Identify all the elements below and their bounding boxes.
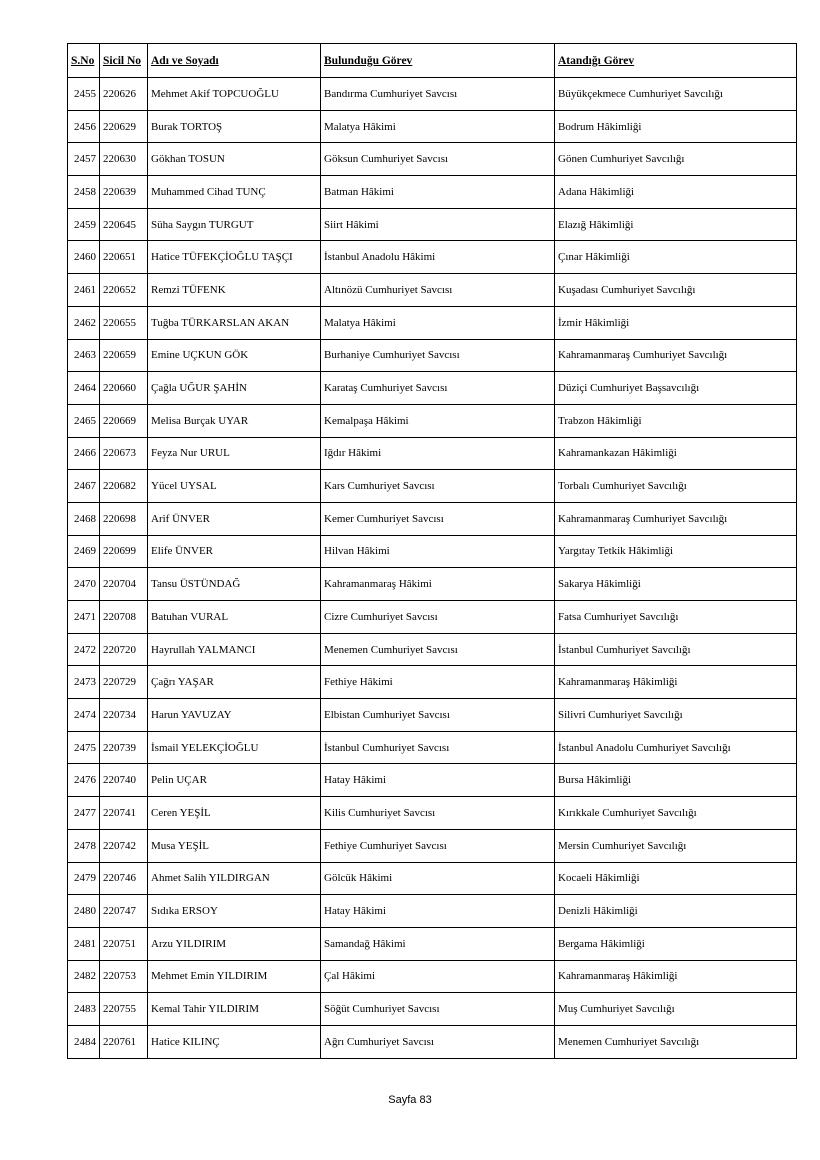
cell-sicil-no: 220753 — [100, 960, 148, 993]
cell-name: Mehmet Akif TOPCUOĞLU — [148, 78, 321, 111]
cell-name: Emine UÇKUN GÖK — [148, 339, 321, 372]
cell-sicil-no: 220739 — [100, 731, 148, 764]
cell-current-post: Kars Cumhuriyet Savcısı — [321, 470, 555, 503]
cell-sno: 2475 — [68, 731, 100, 764]
cell-assigned-post: Gönen Cumhuriyet Savcılığı — [555, 143, 797, 176]
cell-assigned-post: Bodrum Hâkimliği — [555, 110, 797, 143]
cell-sno: 2478 — [68, 829, 100, 862]
table-body — [68, 78, 797, 1059]
table-row — [68, 568, 797, 601]
table-row — [68, 731, 797, 764]
page-number: Sayfa 83 — [388, 1094, 432, 1106]
header-name: Adı ve Soyadı — [148, 44, 321, 78]
cell-name: Yücel UYSAL — [148, 470, 321, 503]
cell-name: Harun YAVUZAY — [148, 699, 321, 732]
cell-assigned-post: İzmir Hâkimliği — [555, 306, 797, 339]
table-row — [68, 372, 797, 405]
cell-name: Remzi TÜFENK — [148, 274, 321, 307]
cell-name: Çağrı YAŞAR — [148, 666, 321, 699]
cell-sicil-no: 220669 — [100, 404, 148, 437]
cell-current-post: Siirt Hâkimi — [321, 208, 555, 241]
cell-sicil-no: 220708 — [100, 601, 148, 634]
cell-assigned-post: Muş Cumhuriyet Savcılığı — [555, 993, 797, 1026]
table-row — [68, 797, 797, 830]
cell-assigned-post: Kahramanmaraş Hâkimliği — [555, 960, 797, 993]
cell-sicil-no: 220699 — [100, 535, 148, 568]
cell-name: Tansu ÜSTÜNDAĞ — [148, 568, 321, 601]
cell-current-post: Batman Hâkimi — [321, 176, 555, 209]
cell-assigned-post: Kahramanmaraş Cumhuriyet Savcılığı — [555, 339, 797, 372]
table-row — [68, 535, 797, 568]
cell-sicil-no: 220729 — [100, 666, 148, 699]
cell-sno: 2467 — [68, 470, 100, 503]
cell-sno: 2458 — [68, 176, 100, 209]
cell-sicil-no: 220741 — [100, 797, 148, 830]
cell-sicil-no: 220651 — [100, 241, 148, 274]
cell-sicil-no: 220755 — [100, 993, 148, 1026]
cell-assigned-post: Kırıkkale Cumhuriyet Savcılığı — [555, 797, 797, 830]
cell-current-post: Karataş Cumhuriyet Savcısı — [321, 372, 555, 405]
cell-assigned-post: Kahramanmaraş Hâkimliği — [555, 666, 797, 699]
cell-name: Ahmet Salih YILDIRGAN — [148, 862, 321, 895]
table-row — [68, 764, 797, 797]
cell-sno: 2482 — [68, 960, 100, 993]
cell-name: Musa YEŞİL — [148, 829, 321, 862]
cell-sno: 2473 — [68, 666, 100, 699]
cell-sicil-no: 220645 — [100, 208, 148, 241]
cell-sicil-no: 220747 — [100, 895, 148, 928]
cell-name: İsmail YELEKÇİOĞLU — [148, 731, 321, 764]
cell-assigned-post: Fatsa Cumhuriyet Savcılığı — [555, 601, 797, 634]
cell-sicil-no: 220626 — [100, 78, 148, 111]
cell-assigned-post: Trabzon Hâkimliği — [555, 404, 797, 437]
table-row — [68, 1025, 797, 1058]
cell-sicil-no: 220655 — [100, 306, 148, 339]
cell-assigned-post: Çınar Hâkimliği — [555, 241, 797, 274]
table-row — [68, 862, 797, 895]
table-row — [68, 437, 797, 470]
header-sno: S.No — [68, 44, 100, 78]
table-row — [68, 306, 797, 339]
cell-name: Sıdıka ERSOY — [148, 895, 321, 928]
cell-assigned-post: Menemen Cumhuriyet Savcılığı — [555, 1025, 797, 1058]
table-row — [68, 633, 797, 666]
cell-current-post: Samandağ Hâkimi — [321, 927, 555, 960]
table-row — [68, 993, 797, 1026]
cell-sicil-no: 220698 — [100, 502, 148, 535]
cell-name: Batuhan VURAL — [148, 601, 321, 634]
table-row — [68, 502, 797, 535]
cell-name: Ceren YEŞİL — [148, 797, 321, 830]
cell-sno: 2457 — [68, 143, 100, 176]
cell-assigned-post: Mersin Cumhuriyet Savcılığı — [555, 829, 797, 862]
cell-current-post: Hatay Hâkimi — [321, 895, 555, 928]
cell-assigned-post: Denizli Hâkimliği — [555, 895, 797, 928]
header-assigned-post: Atandığı Görev — [555, 44, 797, 78]
cell-current-post: Bandırma Cumhuriyet Savcısı — [321, 78, 555, 111]
cell-sno: 2477 — [68, 797, 100, 830]
table-row — [68, 895, 797, 928]
cell-sicil-no: 220761 — [100, 1025, 148, 1058]
cell-sno: 2471 — [68, 601, 100, 634]
cell-sno: 2461 — [68, 274, 100, 307]
cell-name: Gökhan TOSUN — [148, 143, 321, 176]
table-row — [68, 339, 797, 372]
cell-current-post: Malatya Hâkimi — [321, 306, 555, 339]
cell-name: Arzu YILDIRIM — [148, 927, 321, 960]
cell-name: Kemal Tahir YILDIRIM — [148, 993, 321, 1026]
cell-current-post: Fethiye Hâkimi — [321, 666, 555, 699]
cell-sno: 2474 — [68, 699, 100, 732]
cell-current-post: Hilvan Hâkimi — [321, 535, 555, 568]
cell-current-post: İstanbul Anadolu Hâkimi — [321, 241, 555, 274]
cell-name: Arif ÜNVER — [148, 502, 321, 535]
cell-name: Hatice TÜFEKÇİOĞLU TAŞÇI — [148, 241, 321, 274]
cell-current-post: Göksun Cumhuriyet Savcısı — [321, 143, 555, 176]
table-row — [68, 699, 797, 732]
cell-sno: 2480 — [68, 895, 100, 928]
cell-sno: 2464 — [68, 372, 100, 405]
cell-current-post: Kemalpaşa Hâkimi — [321, 404, 555, 437]
cell-current-post: Gölcük Hâkimi — [321, 862, 555, 895]
cell-name: Çağla UĞUR ŞAHİN — [148, 372, 321, 405]
cell-current-post: Kemer Cumhuriyet Savcısı — [321, 502, 555, 535]
cell-sno: 2481 — [68, 927, 100, 960]
cell-assigned-post: Yargıtay Tetkik Hâkimliği — [555, 535, 797, 568]
cell-sicil-no: 220652 — [100, 274, 148, 307]
table-row — [68, 241, 797, 274]
cell-sno: 2459 — [68, 208, 100, 241]
cell-sno: 2476 — [68, 764, 100, 797]
cell-sicil-no: 220742 — [100, 829, 148, 862]
cell-sno: 2466 — [68, 437, 100, 470]
header-current-post: Bulunduğu Görev — [321, 44, 555, 78]
table-row — [68, 176, 797, 209]
table-row — [68, 601, 797, 634]
cell-assigned-post: Bergama Hâkimliği — [555, 927, 797, 960]
cell-name: Burak TORTOŞ — [148, 110, 321, 143]
cell-sicil-no: 220659 — [100, 339, 148, 372]
cell-sno: 2484 — [68, 1025, 100, 1058]
cell-name: Hayrullah YALMANCI — [148, 633, 321, 666]
cell-name: Pelin UÇAR — [148, 764, 321, 797]
cell-current-post: Söğüt Cumhuriyet Savcısı — [321, 993, 555, 1026]
cell-current-post: Fethiye Cumhuriyet Savcısı — [321, 829, 555, 862]
cell-sno: 2469 — [68, 535, 100, 568]
cell-assigned-post: Bursa Hâkimliği — [555, 764, 797, 797]
table-row — [68, 208, 797, 241]
cell-current-post: Hatay Hâkimi — [321, 764, 555, 797]
cell-assigned-post: Düziçi Cumhuriyet Başsavcılığı — [555, 372, 797, 405]
cell-name: Muhammed Cihad TUNÇ — [148, 176, 321, 209]
cell-sicil-no: 220720 — [100, 633, 148, 666]
cell-sno: 2483 — [68, 993, 100, 1026]
cell-sno: 2472 — [68, 633, 100, 666]
table-row — [68, 927, 797, 960]
cell-name: Süha Saygın TURGUT — [148, 208, 321, 241]
cell-current-post: Kilis Cumhuriyet Savcısı — [321, 797, 555, 830]
cell-name: Elife ÜNVER — [148, 535, 321, 568]
cell-assigned-post: Silivri Cumhuriyet Savcılığı — [555, 699, 797, 732]
cell-assigned-post: Torbalı Cumhuriyet Savcılığı — [555, 470, 797, 503]
cell-sicil-no: 220734 — [100, 699, 148, 732]
cell-sno: 2465 — [68, 404, 100, 437]
cell-assigned-post: Adana Hâkimliği — [555, 176, 797, 209]
cell-current-post: Malatya Hâkimi — [321, 110, 555, 143]
cell-name: Feyza Nur URUL — [148, 437, 321, 470]
table-row — [68, 274, 797, 307]
cell-assigned-post: Elazığ Hâkimliği — [555, 208, 797, 241]
table-row — [68, 78, 797, 111]
cell-current-post: Altınözü Cumhuriyet Savcısı — [321, 274, 555, 307]
cell-assigned-post: İstanbul Cumhuriyet Savcılığı — [555, 633, 797, 666]
cell-sicil-no: 220673 — [100, 437, 148, 470]
cell-sicil-no: 220639 — [100, 176, 148, 209]
cell-assigned-post: Büyükçekmece Cumhuriyet Savcılığı — [555, 78, 797, 111]
cell-current-post: Elbistan Cumhuriyet Savcısı — [321, 699, 555, 732]
cell-assigned-post: İstanbul Anadolu Cumhuriyet Savcılığı — [555, 731, 797, 764]
table-row — [68, 666, 797, 699]
cell-sno: 2460 — [68, 241, 100, 274]
cell-assigned-post: Kuşadası Cumhuriyet Savcılığı — [555, 274, 797, 307]
cell-sicil-no: 220751 — [100, 927, 148, 960]
cell-sno: 2462 — [68, 306, 100, 339]
cell-name: Melisa Burçak UYAR — [148, 404, 321, 437]
cell-sno: 2479 — [68, 862, 100, 895]
cell-current-post: Ağrı Cumhuriyet Savcısı — [321, 1025, 555, 1058]
cell-assigned-post: Kocaeli Hâkimliği — [555, 862, 797, 895]
cell-sicil-no: 220682 — [100, 470, 148, 503]
cell-sicil-no: 220630 — [100, 143, 148, 176]
table-row — [68, 404, 797, 437]
cell-current-post: Menemen Cumhuriyet Savcısı — [321, 633, 555, 666]
cell-current-post: İstanbul Cumhuriyet Savcısı — [321, 731, 555, 764]
cell-current-post: Burhaniye Cumhuriyet Savcısı — [321, 339, 555, 372]
cell-current-post: Iğdır Hâkimi — [321, 437, 555, 470]
cell-name: Mehmet Emin YILDIRIM — [148, 960, 321, 993]
cell-sicil-no: 220746 — [100, 862, 148, 895]
cell-assigned-post: Kahramankazan Hâkimliği — [555, 437, 797, 470]
table-row — [68, 470, 797, 503]
cell-current-post: Cizre Cumhuriyet Savcısı — [321, 601, 555, 634]
cell-sno: 2463 — [68, 339, 100, 372]
cell-sno: 2455 — [68, 78, 100, 111]
cell-sicil-no: 220629 — [100, 110, 148, 143]
appointments-table — [67, 43, 797, 1059]
table-row — [68, 110, 797, 143]
cell-sno: 2470 — [68, 568, 100, 601]
cell-assigned-post: Sakarya Hâkimliği — [555, 568, 797, 601]
cell-sno: 2456 — [68, 110, 100, 143]
cell-sicil-no: 220704 — [100, 568, 148, 601]
table-row — [68, 960, 797, 993]
cell-current-post: Kahramanmaraş Hâkimi — [321, 568, 555, 601]
header-sicil-no: Sicil No — [100, 44, 148, 78]
cell-sicil-no: 220740 — [100, 764, 148, 797]
table-row — [68, 829, 797, 862]
cell-name: Hatice KILINÇ — [148, 1025, 321, 1058]
table-header-row — [68, 44, 797, 78]
table-row — [68, 143, 797, 176]
cell-sno: 2468 — [68, 502, 100, 535]
cell-assigned-post: Kahramanmaraş Cumhuriyet Savcılığı — [555, 502, 797, 535]
cell-name: Tuğba TÜRKARSLAN AKAN — [148, 306, 321, 339]
cell-current-post: Çal Hâkimi — [321, 960, 555, 993]
cell-sicil-no: 220660 — [100, 372, 148, 405]
